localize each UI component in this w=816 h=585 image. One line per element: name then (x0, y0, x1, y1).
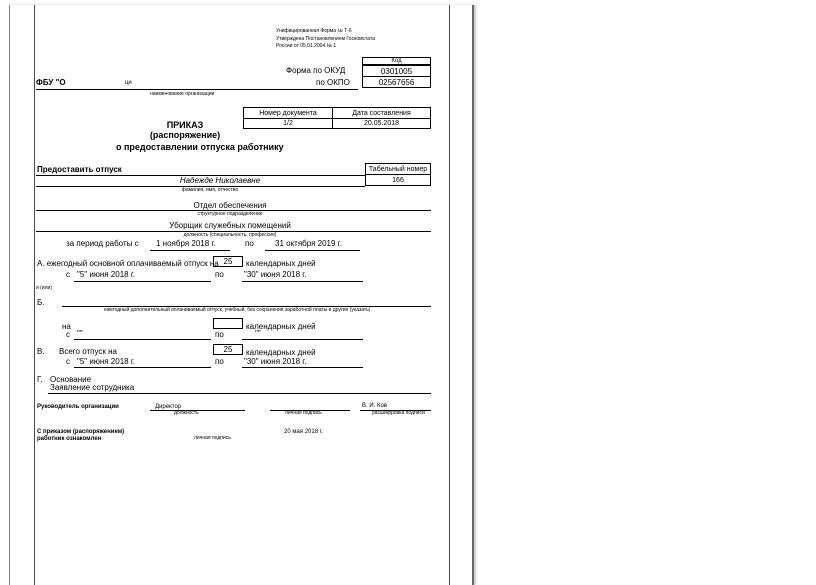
section-b-days-label: календарных дней (246, 322, 316, 331)
section-a-days-label: календарных дней (246, 259, 316, 268)
section-v-from-label: с (66, 357, 70, 366)
section-v-to-underline (242, 367, 363, 368)
or-label: и (или) (36, 285, 53, 291)
section-b-from: "" (77, 329, 83, 338)
period-from-underline (150, 250, 230, 251)
section-v-to: "30" июня 2018 г. (244, 357, 307, 366)
section-v-to-label: по (215, 357, 224, 366)
period-to: 31 октября 2019 г. (275, 239, 342, 248)
employee-name-caption: фамилия, имя, отчество (181, 187, 239, 193)
section-b-to-label: по (215, 330, 224, 339)
decoding-caption-label: расшифровка подписи (372, 410, 425, 416)
section-a-to: "30" июня 2018 г. (244, 270, 307, 279)
doc-date-value: 20.05.2018 (332, 118, 431, 129)
period-to-underline (265, 250, 360, 251)
doc-number-value: 1/2 (243, 118, 333, 129)
section-v-label: В. (37, 347, 45, 356)
okud-value: 0301005 (362, 65, 431, 77)
position-caption: должность (специальность, профессия) (183, 232, 277, 238)
section-a-from-underline (74, 281, 211, 282)
code-header-cell: Код (362, 57, 431, 65)
doc-date-header: Дата составления (332, 107, 431, 119)
section-a-from-label: с (66, 270, 70, 279)
period-from: 1 ноября 2018 г. (156, 239, 216, 248)
section-a-to-underline (242, 281, 363, 282)
organization-caption: наименование организации (150, 91, 215, 97)
section-b-on-label: на (62, 322, 71, 331)
doc-number-header: Номер документа (243, 107, 333, 119)
okpo-value: 02567656 (362, 76, 431, 88)
section-b-days (213, 318, 243, 329)
section-b-label: Б. (37, 298, 45, 307)
okpo-label: по ОКПО (316, 78, 350, 87)
title-order: ПРИКАЗ (166, 120, 204, 130)
head-name: В. И. Ков (362, 403, 388, 409)
section-v-days-label: календарных дней (246, 348, 316, 357)
ack-line2: работник ознакомлен (37, 436, 102, 442)
section-b-to-underline (242, 339, 363, 340)
form-header-line3: России от 05.01.2004 № 1 (276, 43, 337, 49)
grant-leave-label: Предоставить отпуск (37, 165, 122, 174)
okud-label: Форма по ОКУД (286, 66, 346, 75)
organization-name-fragment: ци (125, 80, 132, 86)
form-header-line1: Унифицированная Форма № Т-6 (276, 28, 352, 34)
form-header-line2: Утверждена Постановлением Госкомстата (276, 36, 375, 42)
section-b-caption: ежегодный дополнительный оплачиваемый отпуск, учебный, без сохранения заработной платы и другие (указать) (104, 307, 371, 313)
employee-name: Надежде Николаевне (179, 176, 261, 185)
organization-name: ФБУ "О (36, 78, 66, 87)
position-name: Уборщик служебных помещений (169, 221, 291, 230)
section-a-to-label: по (215, 270, 224, 279)
tab-number-header: Табельный номер (365, 163, 431, 175)
title-instruction: (распоряжение) (149, 130, 221, 140)
document-page (9, 5, 474, 585)
section-b-from-underline (74, 339, 211, 340)
signature-caption-label: личная подпись (285, 410, 322, 416)
right-margin-line (449, 5, 450, 585)
head-label: Руководитель организации (37, 404, 119, 410)
department-name: Отдел обеспечения (193, 201, 267, 210)
section-v-from-underline (74, 367, 211, 368)
section-b-from-label: с (66, 330, 70, 339)
title-subject: о предоставлении отпуска работнику (116, 142, 284, 152)
left-margin-line (34, 5, 35, 585)
section-v-days: 25 (213, 344, 243, 355)
ack-line1: С приказом (распоряжением) (37, 429, 125, 435)
section-g-basis: Заявление сотрудника (50, 383, 135, 392)
period-to-label: по (245, 239, 254, 248)
section-b-to: "" (255, 329, 261, 338)
section-a-from: "5" июня 2018 г. (77, 270, 135, 279)
section-g-underline (48, 393, 431, 394)
tab-number-value: 166 (365, 174, 431, 186)
head-position: Директор (155, 404, 182, 410)
section-v-total-label: Всего отпуск на (59, 347, 117, 356)
period-label: за период работы с (66, 239, 139, 248)
section-a-days: 25 (213, 256, 243, 267)
section-g-label: Г. (37, 375, 43, 384)
section-a-label: А. ежегодный основной оплачиваемый отпуск на (37, 259, 219, 268)
ack-date: 20 мая 2018 г. (284, 429, 323, 435)
ack-signature-caption: личная подпись (194, 435, 231, 441)
department-caption: структурное подразделение (197, 211, 263, 217)
position-caption-label: должность (174, 410, 199, 416)
section-v-from: "5" июня 2018 г. (77, 357, 135, 366)
section-g-basis-label: Основание (50, 375, 92, 384)
organization-underline (36, 89, 358, 90)
